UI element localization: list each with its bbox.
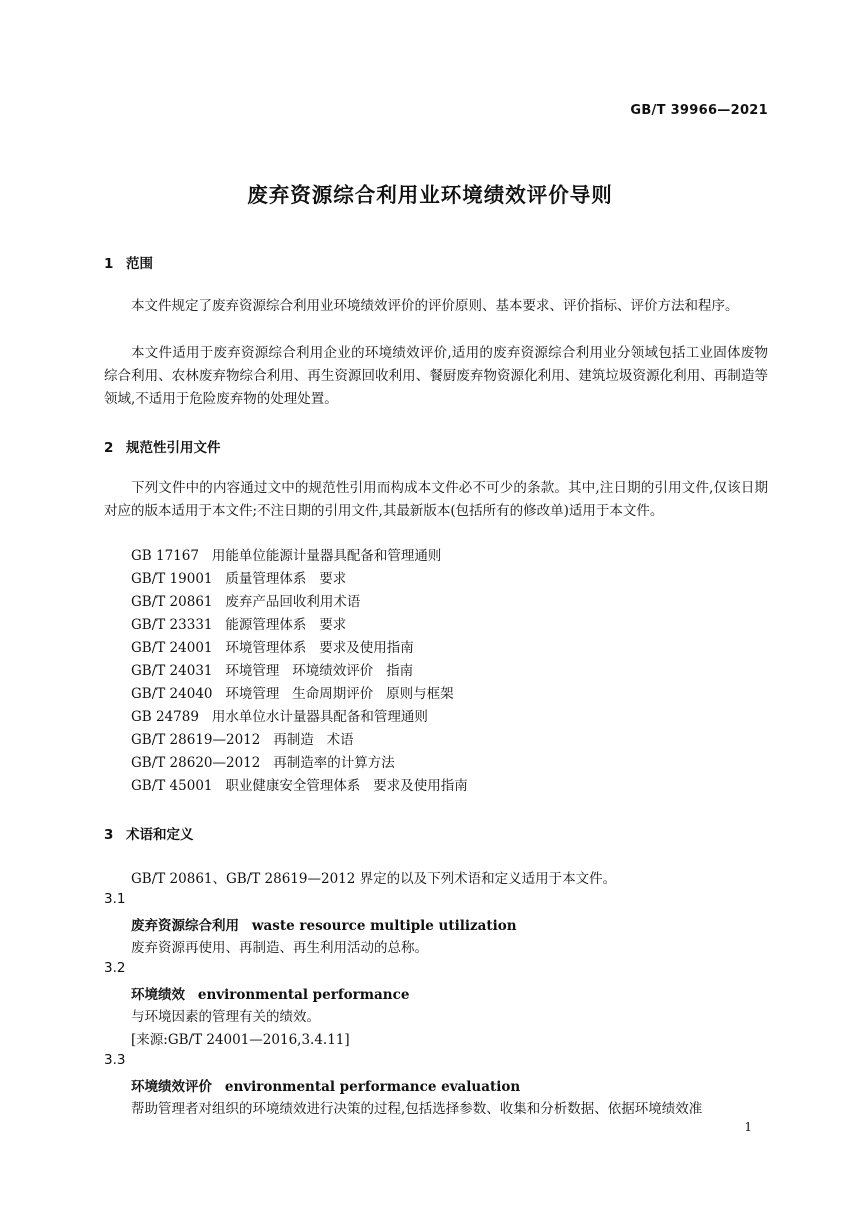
reference-item: GB 17167 用能单位能源计量器具配备和管理通则 <box>131 548 442 564</box>
section-3-heading <box>104 823 194 843</box>
term-heading <box>131 1075 520 1095</box>
term-number: 3.2 <box>104 960 126 976</box>
reference-item: GB/T 24040 环境管理 生命周期评价 原则与框架 <box>131 686 454 702</box>
section-2-heading <box>104 436 221 456</box>
reference-item: GB/T 28619—2012 再制造 术语 <box>131 732 354 748</box>
term-number: 3.1 <box>104 891 126 907</box>
section-1-number: 1 <box>104 256 114 272</box>
section-1-heading <box>104 252 153 272</box>
standard-number: GB/T 39966—2021 <box>630 103 768 118</box>
document-title: 废弃资源综合利用业环境绩效评价导则 <box>247 183 613 207</box>
term-english: environmental performance <box>197 987 410 1003</box>
reference-item: GB/T 28620—2012 再制造率的计算方法 <box>131 755 395 771</box>
reference-item: GB/T 45001 职业健康安全管理体系 要求及使用指南 <box>131 778 468 794</box>
reference-item: GB/T 19001 质量管理体系 要求 <box>131 571 347 587</box>
page-number: 1 <box>744 1120 752 1134</box>
section-3-number: 3 <box>104 827 114 843</box>
term-heading <box>131 983 409 1003</box>
section-2-number: 2 <box>104 440 114 456</box>
term-chinese: 环境绩效 <box>131 987 185 1003</box>
term-english: environmental performance evaluation <box>224 1079 521 1095</box>
section-1-paragraph-2: 本文件适用于废弃资源综合利用企业的环境绩效评价,适用的废弃资源综合利用业分领域包括工业固体废物综合利用、农林废弃物综合利用、再生资源回收利用、餐厨废弃物资源化利用、建筑垃圾资源化利用、再制造等领域,不适用于危险废弃物的处理处置。 <box>104 345 768 407</box>
reference-item: GB 24789 用水单位水计量器具配备和管理通则 <box>131 709 428 725</box>
term-number: 3.3 <box>104 1052 126 1068</box>
term-definition: 与环境因素的管理有关的绩效。 <box>131 1009 320 1025</box>
section-1-paragraph-1: 本文件规定了废弃资源综合利用业环境绩效评价的评价原则、基本要求、评价指标、评价方法和程序。 <box>131 298 739 314</box>
term-definition: 帮助管理者对组织的环境绩效进行决策的过程,包括选择参数、收集和分析数据、依据环境绩效准 <box>131 1101 703 1117</box>
reference-item: GB/T 24031 环境管理 环境绩效评价 指南 <box>131 663 414 679</box>
section-2-title: 规范性引用文件 <box>126 440 221 456</box>
term-chinese: 废弃资源综合利用 <box>131 918 239 934</box>
term-source: [来源:GB/T 24001—2016,3.4.11] <box>131 1032 350 1048</box>
section-1-title: 范围 <box>126 256 153 272</box>
term-heading <box>131 914 517 934</box>
section-2-paragraph: 下列文件中的内容通过文中的规范性引用而构成本文件必不可少的条款。其中,注日期的引用文件,仅该日期对应的版本适用于本文件;不注日期的引用文件,其最新版本(包括所有的修改单)适用于本文件。 <box>104 480 768 519</box>
section-3-title: 术语和定义 <box>126 827 194 843</box>
section-3-intro: GB/T 20861、GB/T 28619—2012 界定的以及下列术语和定义适用于本文件。 <box>131 871 617 887</box>
term-chinese: 环境绩效评价 <box>131 1079 212 1095</box>
reference-item: GB/T 20861 废弃产品回收利用术语 <box>131 594 361 610</box>
reference-item: GB/T 24001 环境管理体系 要求及使用指南 <box>131 640 414 656</box>
term-english: waste resource multiple utilization <box>251 918 517 934</box>
reference-item: GB/T 23331 能源管理体系 要求 <box>131 617 347 633</box>
term-definition: 废弃资源再使用、再制造、再生利用活动的总称。 <box>131 940 428 956</box>
